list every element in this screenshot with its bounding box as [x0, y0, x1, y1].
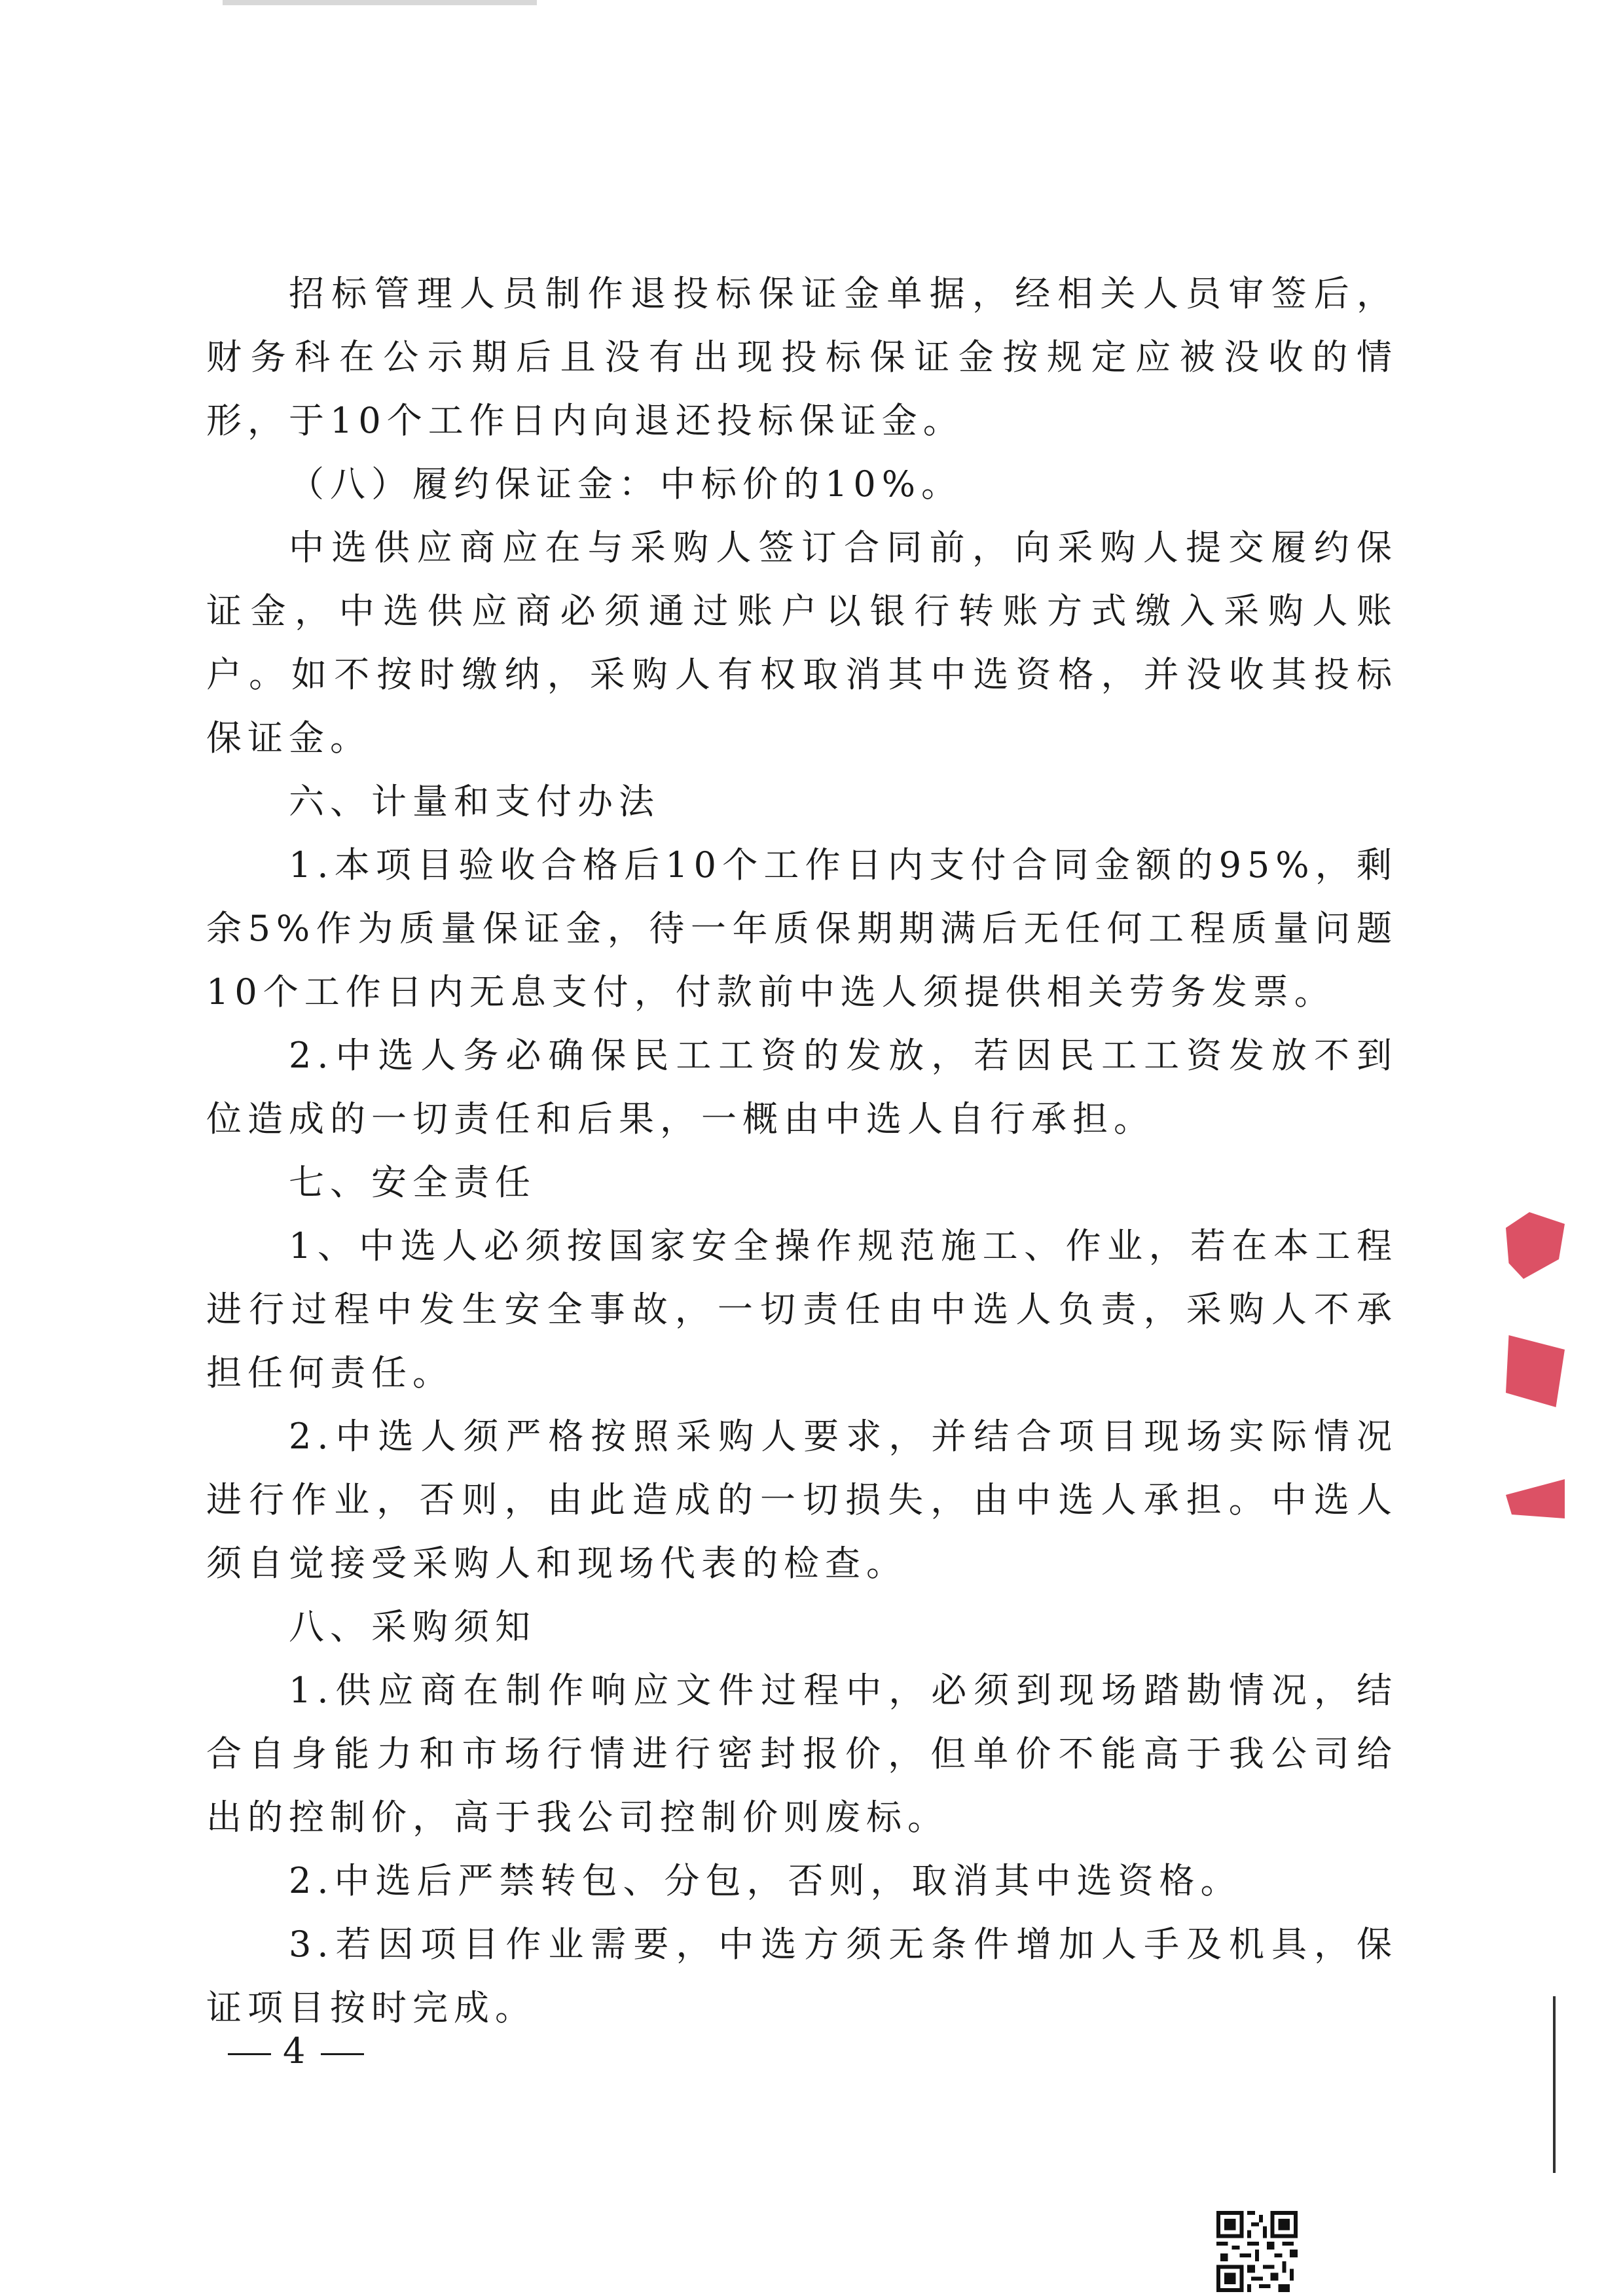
paragraph-payment-2: 2.中选人务必确保民工工资的发放，若因民工工资发放不到位造成的一切责任和后果，一概由中选人自行承担。: [206, 1035, 1398, 1139]
paragraph-performance-bond: 中选供应商应在与采购人签订合同前，向采购人提交履约保证金，中选供应商必须通过账户以银行转账方式缴入采购人账户。如不按时缴纳，采购人有权取消其中选资格，并没收其投标保证金。: [206, 527, 1398, 759]
qr-code-icon: [1216, 2211, 1298, 2292]
paragraph-procurement-2: 2.中选后严禁转包、分包，否则，取消其中选资格。: [289, 1860, 1242, 1901]
seal-fragment-top: [1506, 1204, 1565, 1283]
margin-rule: [1553, 1996, 1556, 2173]
section-heading-procurement: 八、采购须知: [289, 1606, 536, 1647]
scan-artifact: [223, 0, 537, 5]
paragraph-safety-1: 1、中选人必须按国家安全操作规范施工、作业，若在本工程进行过程中发生安全事故，一切责任由中选人负责，采购人不承担任何责任。: [206, 1225, 1398, 1393]
page-number: [216, 2030, 376, 2072]
paragraph-performance-bond-heading: （八）履约保证金：中标价的10%。: [289, 463, 963, 505]
paragraph-procurement-3: 3.若因项目作业需要，中选方须无条件增加人手及机具，保证项目按时完成。: [206, 1924, 1398, 2028]
paragraph-deposit-refund: 招标管理人员制作退投标保证金单据，经相关人员审签后，财务科在公示期后且没有出现投标保证金按规定应被没收的情形，于10个工作日内向退还投标保证金。: [206, 273, 1398, 441]
seal-fragment-middle: [1506, 1335, 1565, 1407]
page-number-dash-right: [321, 2053, 364, 2055]
paragraph-safety-2: 2.中选人须严格按照采购人要求，并结合项目现场实际情况进行作业，否则，由此造成的一切损失，由中选人承担。中选人须自觉接受采购人和现场代表的检查。: [206, 1416, 1398, 1584]
section-heading-payment: 六、计量和支付办法: [289, 781, 660, 822]
paragraph-procurement-1: 1.供应商在制作响应文件过程中，必须到现场踏勘情况，结合自身能力和市场行情进行密封报价，但单价不能高于我公司给出的控制价，高于我公司控制价则废标。: [206, 1670, 1398, 1838]
paragraph-payment-1: 1.本项目验收合格后10个工作日内支付合同金额的95%，剩余5%作为质量保证金，待一年质保期期满后无任何工程质量问题10个工作日内无息支付，付款前中选人须提供相关劳务发票。: [206, 844, 1398, 1013]
body-text: [206, 262, 1398, 2039]
page-number-value: 4: [283, 2030, 310, 2072]
seal-fragment-bottom: [1506, 1479, 1565, 1518]
page-number-dash-left: [228, 2053, 271, 2055]
section-heading-safety: 七、安全责任: [289, 1162, 536, 1203]
